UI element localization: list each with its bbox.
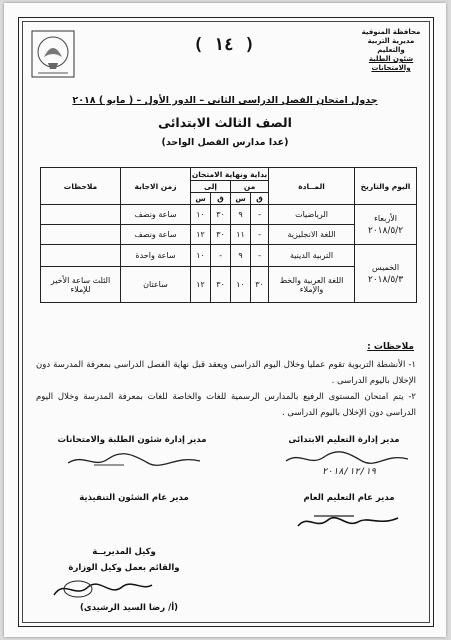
notes-title: ملاحظات :	[367, 342, 414, 352]
notes-cell	[41, 245, 121, 267]
to-hour-cell: ١٢	[191, 225, 211, 245]
duration-cell: ساعة ونصف	[121, 225, 191, 245]
header-to: إلى	[191, 181, 231, 193]
governorate-header	[354, 28, 428, 73]
header-from-hour: س	[231, 193, 251, 205]
signature-general-ed	[294, 508, 404, 534]
to-hour-cell: ١٢	[191, 267, 211, 303]
subject-cell: الرياضيات	[269, 205, 355, 225]
sig-title-general-ed: مدير عام التعليم العام	[303, 493, 395, 503]
sig-title-deputy-line2: والقائم بعمل وكيل الوزارة	[68, 563, 180, 573]
to-min-cell: -	[211, 245, 231, 267]
from-hour-cell: ٩	[231, 205, 251, 225]
gov-line-3: شئون الطلبة والامتحانات	[368, 55, 414, 72]
from-min-cell: -	[251, 225, 269, 245]
header-from-min: ق	[251, 193, 269, 205]
from-hour-cell: ١٠	[231, 267, 251, 303]
sig-title-executive-affairs: مدير عام الشئون التنفيذية	[79, 493, 189, 503]
gov-line-2: مديرية التربية والتعليم	[367, 37, 415, 54]
header-start-end: بداية ونهاية الامتحان	[191, 169, 268, 179]
from-min-cell: -	[251, 205, 269, 225]
duration-cell: ساعة ونصف	[121, 205, 191, 225]
duration-cell: ساعة واحدة	[121, 245, 191, 267]
header-subject: المــادة	[269, 168, 355, 205]
day-name: الخميس	[372, 262, 400, 272]
notes-cell	[41, 205, 121, 225]
gov-line-1: محافظة المنوفية	[361, 28, 421, 36]
duration-cell: ساعتان	[121, 267, 191, 303]
day-cell	[355, 245, 417, 303]
signature-primary-ed	[282, 449, 412, 469]
sig-title-student-affairs: مدير إدارة شئون الطلبة والامتحانات	[57, 435, 207, 445]
exam-title: جدول امتحان الفصل الدراسى الثانى – الدور الأول – ( مايو ) ٢٠١٨	[72, 95, 378, 106]
page-number: ( ١٤ )	[193, 35, 255, 55]
to-hour-cell: ١٠	[191, 205, 211, 225]
document-page	[4, 3, 446, 637]
header-duration: زمن الاجابة	[121, 168, 191, 205]
day-date: ٢٠١٨/٥/٢	[367, 225, 404, 236]
header-day-date: اليوم والتاريخ	[355, 168, 417, 205]
from-min-cell: ٣٠	[251, 267, 269, 303]
subject-cell: اللغة الانجليزية	[269, 225, 355, 245]
from-hour-cell: ٩	[231, 245, 251, 267]
from-hour-cell: ١١	[231, 225, 251, 245]
day-cell	[355, 205, 417, 245]
grade-title: الصف الثالث الابتدائى	[158, 115, 292, 130]
notes-cell	[41, 225, 121, 245]
emblem-logo	[30, 29, 76, 79]
table-row	[41, 245, 417, 267]
header-to-min: ق	[211, 193, 231, 205]
header-notes: ملاحظات	[41, 168, 121, 205]
sig-title-primary-ed: مدير إدارة التعليم الابتدائى	[288, 435, 400, 445]
signature-student-affairs	[64, 449, 204, 471]
signature-deputy	[48, 573, 158, 603]
note-item-2: ٢- يتم امتحان المستوى الرفيع بالمدارس الرسمية للغات والخاصة للغات بمعرفة المدرسة وخلال اليوم الدراسى دون الإخلال باليوم الدراسى .	[36, 392, 416, 418]
notes-cell: الثلث ساعة الأخير للإملاء	[41, 267, 121, 303]
deputy-name: (أ/ رضا السيد الرشيدى)	[79, 603, 179, 613]
handwritten-date: ٢٠١٨/١٢/١٩	[321, 467, 377, 477]
header-from: من	[231, 181, 269, 193]
day-date: ٢٠١٨/٥/٣	[367, 274, 404, 285]
sig-title-deputy-line1: وكيل المديريــة	[92, 547, 156, 557]
from-min-cell: -	[251, 245, 269, 267]
subject-cell: اللغة العربية والخط والإملاء	[269, 267, 355, 303]
note-item-1: ١- الأنشطة التربوية تقوم عمليا وخلال اليوم الدراسى ويعقد قبل نهاية الفصل الدراسى بمعرفة المدرسة دون الإخلال باليوم الدراسى .	[36, 360, 416, 386]
day-name: الأربعاء	[374, 213, 397, 223]
notes-list	[36, 357, 416, 421]
subject-cell: التربية الدينية	[269, 245, 355, 267]
header-to-hour: س	[191, 193, 211, 205]
exam-schedule-table	[40, 167, 417, 303]
scope-note: (عدا مدارس الفصل الواحد)	[161, 137, 289, 148]
to-min-cell: ٣٠	[211, 205, 231, 225]
table-row	[41, 205, 417, 225]
to-min-cell: ٣٠	[211, 267, 231, 303]
to-hour-cell: ١٠	[191, 245, 211, 267]
to-min-cell: ٣٠	[211, 225, 231, 245]
